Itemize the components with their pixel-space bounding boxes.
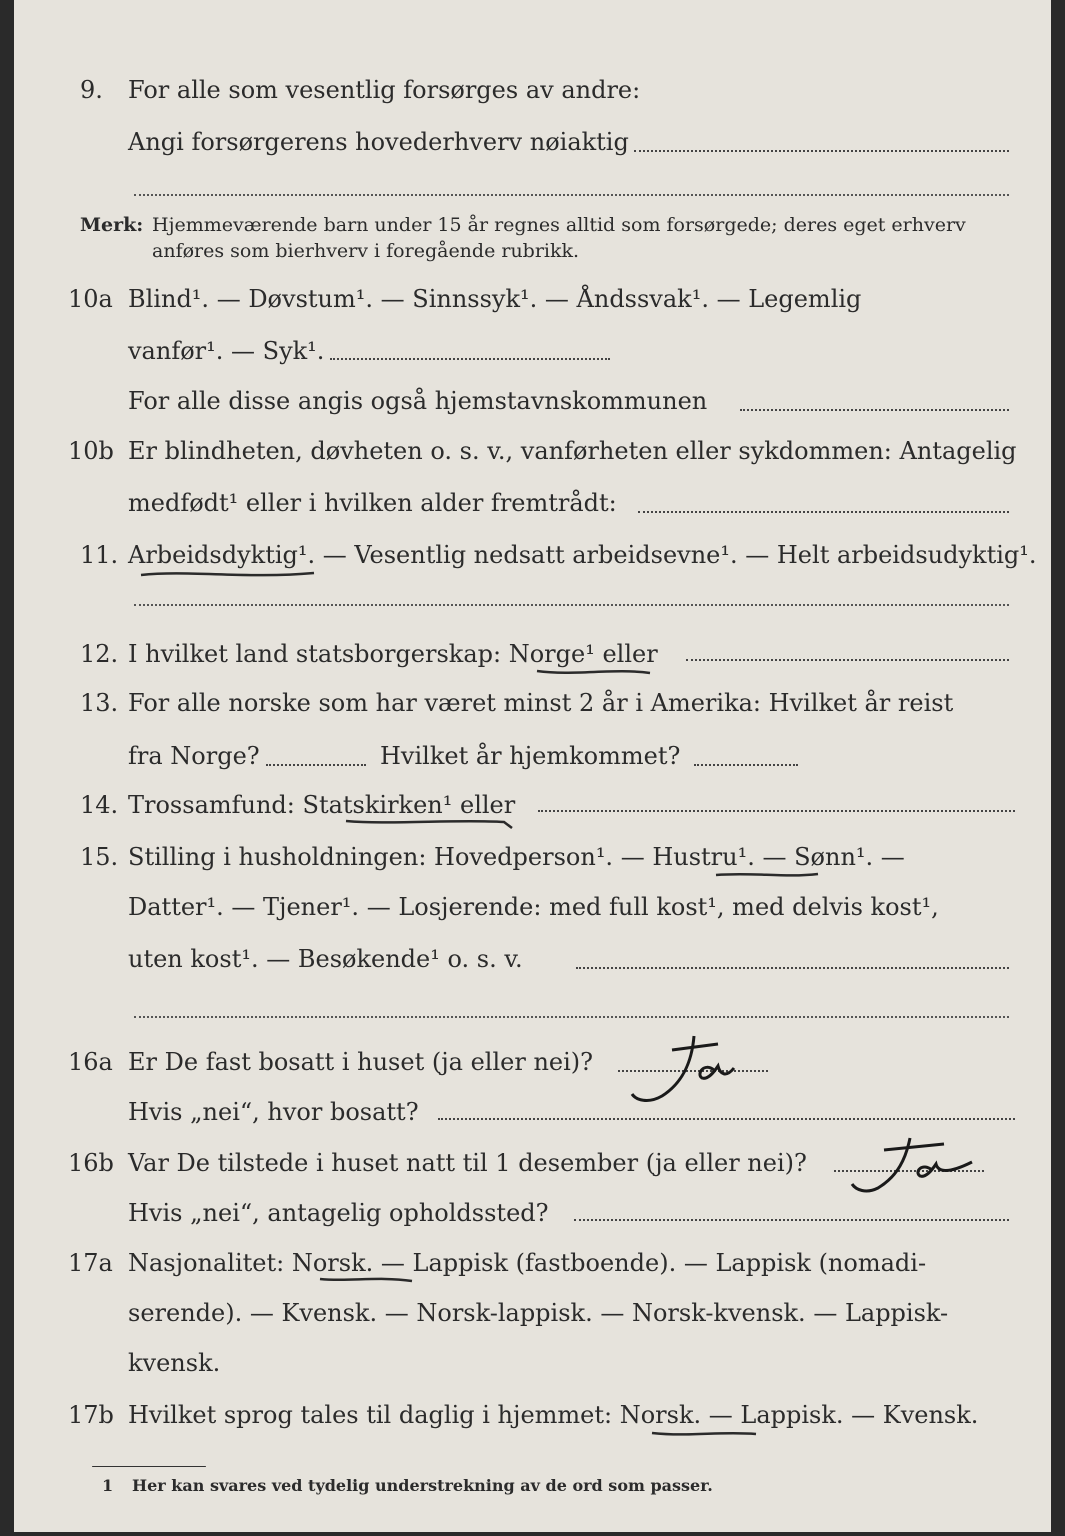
footnote-marker: 1 — [102, 1476, 114, 1495]
question-number: 16a — [68, 1048, 113, 1076]
question-number: 15. — [80, 843, 119, 871]
answer-line — [330, 358, 610, 360]
handwritten-underline — [650, 1426, 760, 1445]
footnote-text: Her kan svares ved tydelig understrekning av de ord som passer. — [132, 1476, 713, 1495]
question-text: kvensk. — [128, 1349, 221, 1377]
question-text: Arbeidsdyktig¹. — Vesentlig nedsatt arbeidsevne¹. — Helt arbeidsudyktig¹. — [128, 541, 1037, 569]
question-text: Er De fast bosatt i huset (ja eller nei)? — [128, 1048, 594, 1076]
answer-line — [538, 810, 1015, 812]
question-text: Angi forsørgerens hovederhverv nøiaktig — [128, 128, 629, 156]
question-number: 10a — [68, 285, 113, 313]
question-text: Nasjonalitet: Norsk. — Lappisk (fastboende). — Lappisk (nomadi- — [128, 1249, 927, 1277]
note-text: Hjemmeværende barn under 15 år regnes alltid som forsørgede; deres eget erhverv — [152, 214, 966, 236]
answer-line — [438, 1118, 1015, 1120]
question-number: 11. — [80, 541, 119, 569]
handwritten-underline — [138, 566, 318, 585]
answer-line — [740, 409, 1009, 411]
handwritten-underline — [714, 866, 824, 885]
question-text: I hvilket land statsborgerskap: Norge¹ eller — [128, 640, 658, 668]
question-number: 13. — [80, 689, 119, 717]
question-text: For alle som vesentlig forsørges av andre: — [128, 76, 641, 104]
answer-line — [134, 604, 1009, 606]
handwritten-answer — [840, 1132, 980, 1206]
question-text: serende). — Kvensk. — Norsk-lappisk. — Norsk-kvensk. — Lappisk- — [128, 1299, 949, 1327]
answer-line — [134, 194, 1009, 196]
question-text: fra Norge? — [128, 742, 260, 770]
question-text: Stilling i husholdningen: Hovedperson¹. — Hustru¹. — Sønn¹. — — [128, 843, 905, 871]
question-number: 16b — [68, 1149, 114, 1177]
question-number: 17b — [68, 1401, 114, 1429]
handwritten-underline — [344, 815, 514, 835]
question-text: Hvis „nei“, hvor bosatt? — [128, 1098, 419, 1126]
question-text: vanfør¹. — Syk¹. — [128, 337, 325, 365]
answer-line — [574, 1219, 1009, 1221]
footnote-rule — [92, 1466, 206, 1467]
question-text: Hvis „nei“, antagelig opholdssted? — [128, 1199, 549, 1227]
answer-line — [576, 967, 1009, 969]
answer-line — [694, 764, 798, 766]
question-text: Er blindheten, døvheten o. s. v., vanførheten eller sykdommen: Antagelig — [128, 437, 1017, 465]
answer-line — [638, 511, 1009, 513]
question-text: Var De tilstede i huset natt til 1 desember (ja eller nei)? — [128, 1149, 807, 1177]
handwritten-underline — [318, 1272, 418, 1291]
handwritten-answer — [622, 1030, 742, 1114]
question-text: For alle disse angis også hjemstavnskommunen — [128, 387, 708, 415]
question-number: 14. — [80, 791, 119, 819]
question-text: medfødt¹ eller i hvilken alder fremtrådt: — [128, 489, 617, 517]
question-number: 17a — [68, 1249, 113, 1277]
question-text: Trossamfund: Statskirken¹ eller — [128, 791, 516, 819]
question-text: Datter¹. — Tjener¹. — Losjerende: med full kost¹, med delvis kost¹, — [128, 893, 939, 921]
note-label: Merk: — [80, 214, 144, 236]
question-text: For alle norske som har været minst 2 år i Amerika: Hvilket år reist — [128, 689, 954, 717]
note-text: anføres som bierhverv i foregående rubrikk. — [152, 240, 580, 262]
census-form-page — [14, 0, 1051, 1532]
question-number: 10b — [68, 437, 114, 465]
handwritten-underline — [534, 665, 654, 684]
answer-line — [134, 1016, 1009, 1018]
question-text: uten kost¹. — Besøkende¹ o. s. v. — [128, 945, 523, 973]
question-number: 12. — [80, 640, 119, 668]
question-text: Blind¹. — Døvstum¹. — Sinnssyk¹. — Åndssvak¹. — Legemlig — [128, 285, 862, 313]
question-number: 9. — [80, 76, 103, 104]
answer-line — [634, 150, 1009, 152]
answer-line — [266, 764, 366, 766]
question-text: Hvilket år hjemkommet? — [380, 742, 681, 770]
answer-line — [686, 659, 1009, 661]
question-text: Hvilket sprog tales til daglig i hjemmet: Norsk. — Lappisk. — Kvensk. — [128, 1401, 979, 1429]
